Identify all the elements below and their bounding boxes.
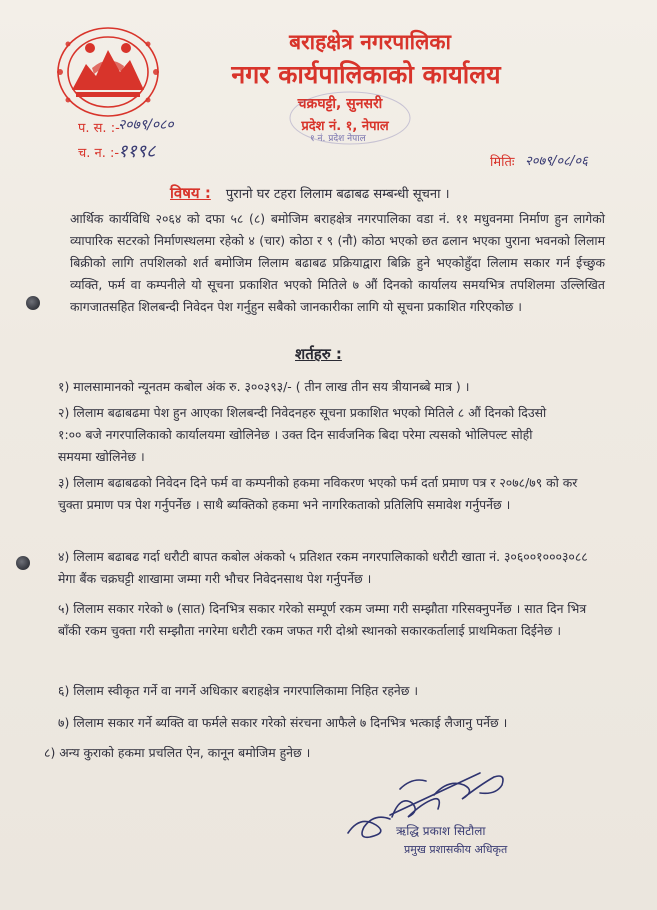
subject-label: विषय : [170, 184, 211, 202]
notice-body: आर्थिक कार्यविधि २०६४ को दफा ५८ (८) बमोजिम बराहक्षेत्र नगरपालिका वडा नं. ११ मधुवनमा निर्माण हुन लागेको व्यापारिक सटरको निर्माणस्थलमा रहेको ४ (चार) कोठा र ९ (नौ) कोठा भएको छत ढलान भएका पुराना भवनको लिलाम बिक्रीको लागि तपशिलको शर्त बमोजिम लिलाम बढाबढ प्रक्रियाद्वारा बिक्रि हुने भएकोहुँदा लिलाम सकार गर्न ईच्छुक व्यक्ति, फर्म वा कम्पनीले यो सूचना प्रकाशित भएको मितिले ७ औं दिनको कार्यालय समयभित्र तपशिलमा उल्लिखित कागजातसहित शिलबन्दी निवेदन पेश गर्नुहुन सबैको जानकारीका लागि यो सूचना प्रकाशित गरिएकोछ । [70, 211, 605, 314]
condition-item-4: ४) लिलाम बढाबढ गर्दा धरौटी बापत कबोल अंकको ५ प्रतिशत रकम नगरपालिकाको धरौटी खाता नं. ३०६००१०००३०८८ मेगा बैंक चक्रघट्टी शाखामा जम्मा गरी भौचर निवेदनसाथ पेश गर्नुपर्नेछ । [58, 549, 588, 586]
signatory-name: ऋद्धि प्रकाश सिटौला [396, 824, 486, 838]
cn-value: ११९८ [118, 141, 156, 162]
office-location: चक्रघट्टी, सुनसरी [297, 96, 383, 112]
ps-label: प. स. :- [78, 121, 120, 136]
condition-item-1: १) मालसामानको न्यूनतम कबोल अंक रु. ३००३९३/- ( तीन लाख तीन सय त्रीयानब्बे मात्र ) । [58, 379, 470, 394]
office-stamp [280, 88, 420, 150]
condition-item-6: ६) लिलाम स्वीकृत गर्ने वा नगर्ने अधिकार बराहक्षेत्र नगरपालिकामा निहित रहनेछ । [58, 683, 419, 698]
condition-item-5: ५) लिलाम सकार गरेको ७ (सात) दिनभित्र सकार गरेको सम्पूर्ण रकम जम्मा गरी सम्झौता गरिसक्नुपर्नेछ । सात दिन भित्र बाँकी रकम चुक्ता गरी सम्झौता नगरेमा धरौटी रकम जफत गरी दोश्रो स्थानको सकारकर्तालाई प्राथमिकता दिईनेछ । [58, 601, 587, 638]
ps-value: २०७९/०८० [118, 117, 174, 133]
cn-label: च. न. :- [78, 146, 120, 161]
office-province: प्रदेश नं. १, नेपाल [301, 119, 389, 134]
condition-item-2: २) लिलाम बढाबढमा पेश हुन आएका शिलबन्दी निवेदनहरु सूचना प्रकाशित भएको मितिले ८ औं दिनको दिउसो १:०० बजे नगरपालिकाको कार्यालयमा खोलिनेछ । उक्त दिन सार्वजनिक बिदा परेमा त्यसको भोलिपल्ट सोही समयमा खोलिनेछ । [58, 405, 547, 464]
subject-line [170, 183, 590, 203]
condition-item-7: ७) लिलाम सकार गर्ने ब्यक्ति वा फर्मले सकार गरेको संरचना आफैले ७ दिनभित्र भत्काई लैजानु पर्नेछ । [58, 715, 508, 730]
punch-hole [26, 296, 40, 310]
municipality-emblem-icon [52, 20, 164, 120]
condition-item-8: ८) अन्य कुराको हकमा प्रचलित ऐन, कानून बमोजिम हुनेछ । [44, 745, 311, 760]
signatory-role: प्रमुख प्रशासकीय अधिकृत [404, 843, 508, 856]
subject-text: पुरानो घर टहरा लिलाम बढाबढ सम्बन्धी सूचना । [225, 187, 450, 202]
office-name: नगर कार्यपालिकाको कार्यालय [231, 60, 501, 89]
stamp-text: १ नं. प्रदेश नेपाल [310, 134, 366, 144]
condition-item-3: ३) लिलाम बढाबढको निवेदन दिने फर्म वा कम्पनीको हकमा नविकरण भएको फर्म दर्ता प्रमाण पत्र र २०७८/७९ को कर चुक्ता प्रमाण पत्र पेश गर्नुपर्नेछ । साथै ब्यक्तिको हकमा भने नागरिकताको प्रतिलिपि समावेश गर्नुपर्नेछ । [58, 475, 578, 512]
date-label: मितिः [490, 155, 515, 170]
conditions-title: शर्तहरु : [295, 345, 342, 363]
municipality-name: बराहक्षेत्र नगरपालिका [289, 30, 451, 54]
punch-hole [16, 556, 30, 570]
date-value: २०७९/०८/०६ [525, 154, 588, 169]
